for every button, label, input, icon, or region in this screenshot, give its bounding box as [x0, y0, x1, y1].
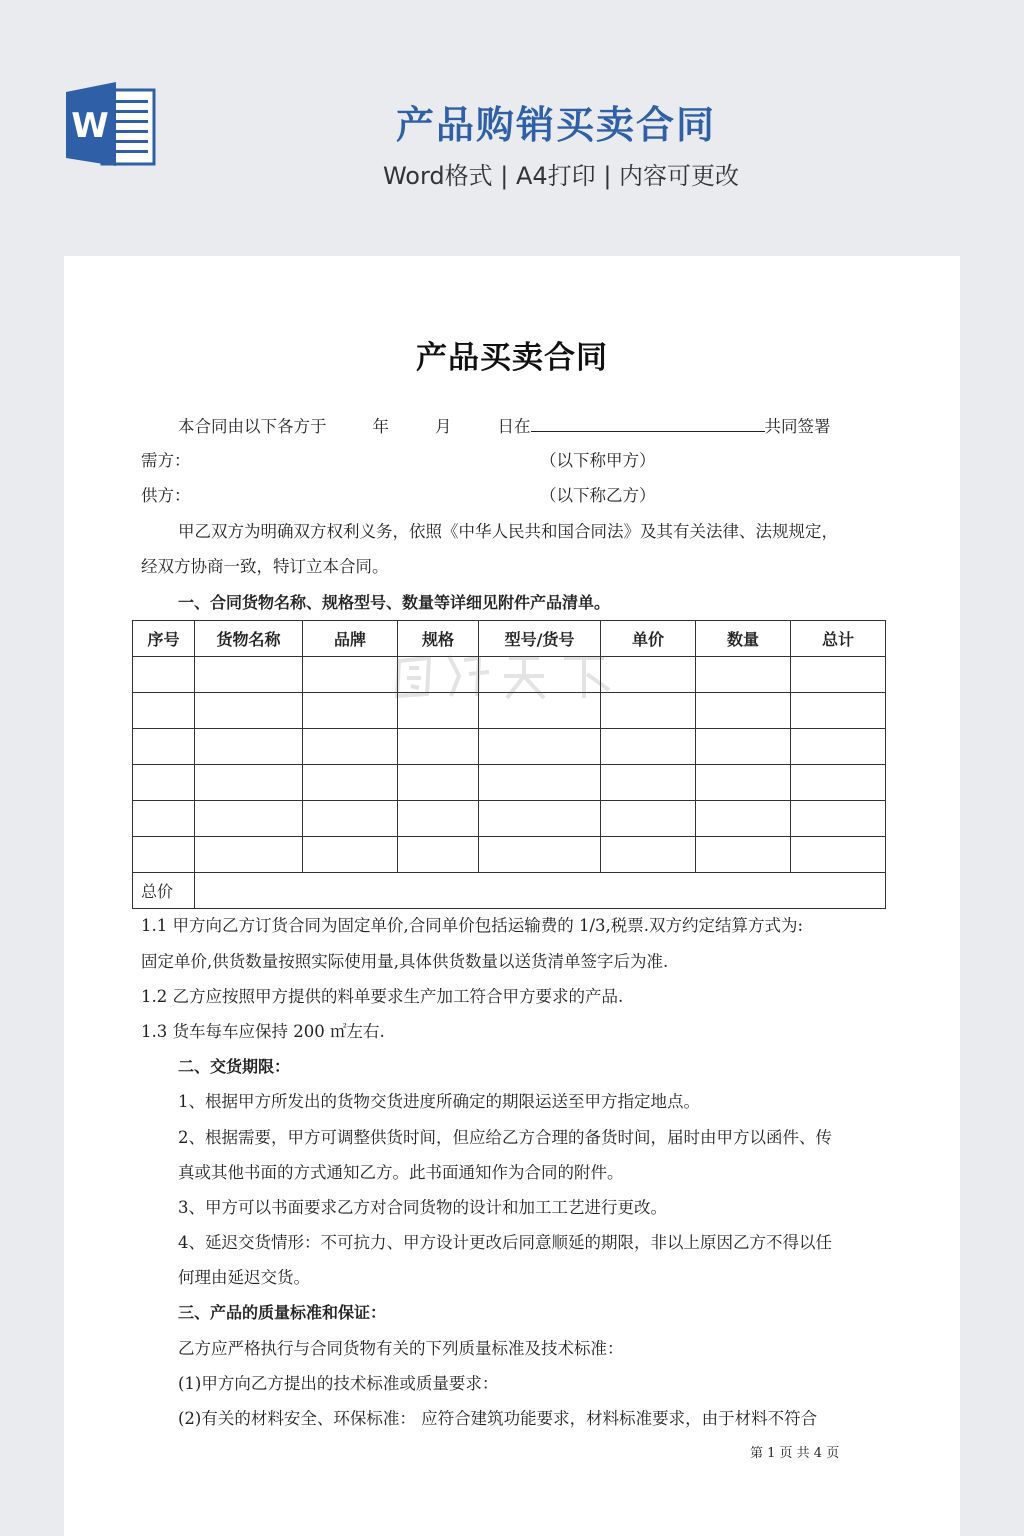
table-cell [601, 837, 696, 873]
table-cell [696, 801, 791, 837]
table-row [133, 837, 886, 873]
table-cell [479, 801, 601, 837]
table-cell [696, 765, 791, 801]
table-cell [696, 657, 791, 693]
table-cell [195, 729, 303, 765]
table-cell [195, 765, 303, 801]
table-cell [133, 693, 195, 729]
table-cell [303, 693, 398, 729]
col-header: 总计 [791, 621, 886, 657]
table-cell [133, 657, 195, 693]
total-value-cell [195, 873, 886, 909]
table-cell [601, 801, 696, 837]
table-cell [303, 765, 398, 801]
col-header: 规格 [398, 621, 479, 657]
clause-1-3: 1.3 货车每车应保持 200 ㎡左右. [141, 1022, 385, 1041]
col-header: 品牌 [303, 621, 398, 657]
table-cell [696, 729, 791, 765]
intro-prefix: 本合同由以下各方于 [178, 417, 327, 436]
table-cell [195, 693, 303, 729]
intro-day-at: 日在 [497, 417, 531, 436]
intro-suffix: 共同签署 [764, 417, 831, 436]
table-cell [479, 729, 601, 765]
table-cell [791, 657, 886, 693]
clause-1-2: 1.2 乙方应按照甲方提供的料单要求生产加工符合甲方要求的产品. [141, 987, 624, 1006]
banner-subtitle: Word格式 | A4打印 | 内容可更改 [382, 162, 740, 190]
table-cell [479, 837, 601, 873]
page-number: 第 1 页 共 4 页 [750, 1446, 840, 1461]
banner-title: 产品购销买卖合同 [395, 103, 716, 147]
document-title: 产品买卖合同 [416, 340, 608, 376]
col-header: 单价 [601, 621, 696, 657]
clause-1-1-line-2: 固定单价,供货数量按照实际使用量,具体供货数量以送货清单签字后为准. [141, 952, 669, 971]
table-cell [133, 729, 195, 765]
buyer-label: 需方： [141, 451, 191, 470]
table-cell [601, 765, 696, 801]
table-cell [479, 765, 601, 801]
clause-1-1-line-1: 1.1 甲方向乙方订货合同为固定单价,合同单价包括运输费的 1/3,税票.双方约定结算方式为: [141, 916, 804, 935]
buyer-note: （以下称甲方） [540, 451, 656, 470]
table-cell [791, 765, 886, 801]
table-cell [398, 729, 479, 765]
table-cell [791, 729, 886, 765]
total-row [133, 873, 886, 909]
s3-intro: 乙方应严格执行与合同货物有关的下列质量标准及技术标准： [178, 1339, 624, 1358]
table-row [133, 801, 886, 837]
table-cell [133, 801, 195, 837]
table-cell [601, 729, 696, 765]
table-cell [398, 837, 479, 873]
section-1-heading: 一、合同货物名称、规格型号、数量等详细见附件产品清单。 [178, 593, 611, 612]
col-header: 型号/货号 [479, 621, 601, 657]
signing-place-blank [531, 416, 765, 432]
table-cell [133, 837, 195, 873]
table-cell [303, 729, 398, 765]
s3-item-2: (2)有关的材料安全、环保标准： 应符合建筑功能要求，材料标准要求，由于材料不符合 [178, 1409, 818, 1428]
table-row [133, 765, 886, 801]
s3-item-1: (1)甲方向乙方提出的技术标准或质量要求： [178, 1374, 499, 1393]
table-cell [398, 765, 479, 801]
intro-year: 年 [372, 417, 389, 436]
s2-item-4-line-2: 何理由延迟交货。 [178, 1268, 310, 1287]
watermark-stamp [389, 646, 629, 706]
s2-item-2-line-2: 真或其他书面的方式通知乙方。此书面通知作为合同的附件。 [178, 1163, 624, 1182]
intro-month: 月 [435, 417, 452, 436]
table-cell [791, 837, 886, 873]
document-page [64, 256, 960, 1536]
table-cell [195, 801, 303, 837]
table-cell [133, 765, 195, 801]
preamble-line-1: 甲乙双方为明确双方权利义务，依照《中华人民共和国合同法》及其有关法律、法规规定， [178, 522, 838, 541]
s2-item-1: 1、根据甲方所发出的货物交货进度所确定的期限运送至甲方指定地点。 [178, 1092, 700, 1111]
table-cell [398, 801, 479, 837]
table-row [133, 729, 886, 765]
table-cell [696, 837, 791, 873]
col-header: 数量 [696, 621, 791, 657]
section-3-heading: 三、产品的质量标准和保证： [178, 1303, 387, 1322]
s2-item-2-line-1: 2、根据需要，甲方可调整供货时间，但应给乙方合理的备货时间，届时由甲方以函件、传 [178, 1128, 832, 1147]
table-cell [303, 837, 398, 873]
table-cell [303, 801, 398, 837]
section-2-heading: 二、交货期限： [178, 1057, 291, 1076]
s2-item-4-line-1: 4、延迟交货情形：不可抗力、甲方设计更改后同意顺延的期限，非以上原因乙方不得以任 [178, 1233, 832, 1252]
seller-label: 供方： [141, 486, 191, 505]
total-label: 总价 [133, 873, 195, 909]
seller-note: （以下称乙方） [540, 486, 656, 505]
intro-line [178, 416, 831, 437]
col-header: 序号 [133, 621, 195, 657]
preamble-line-2: 经双方协商一致，特订立本合同。 [141, 557, 389, 576]
table-cell [696, 693, 791, 729]
s2-item-3: 3、甲方可以书面要求乙方对合同货物的设计和加工工艺进行更改。 [178, 1198, 667, 1217]
table-cell [195, 657, 303, 693]
col-header: 货物名称 [195, 621, 303, 657]
table-cell [791, 801, 886, 837]
word-logo-letter: W [71, 106, 109, 146]
table-cell [303, 657, 398, 693]
table-cell [791, 693, 886, 729]
table-cell [195, 837, 303, 873]
